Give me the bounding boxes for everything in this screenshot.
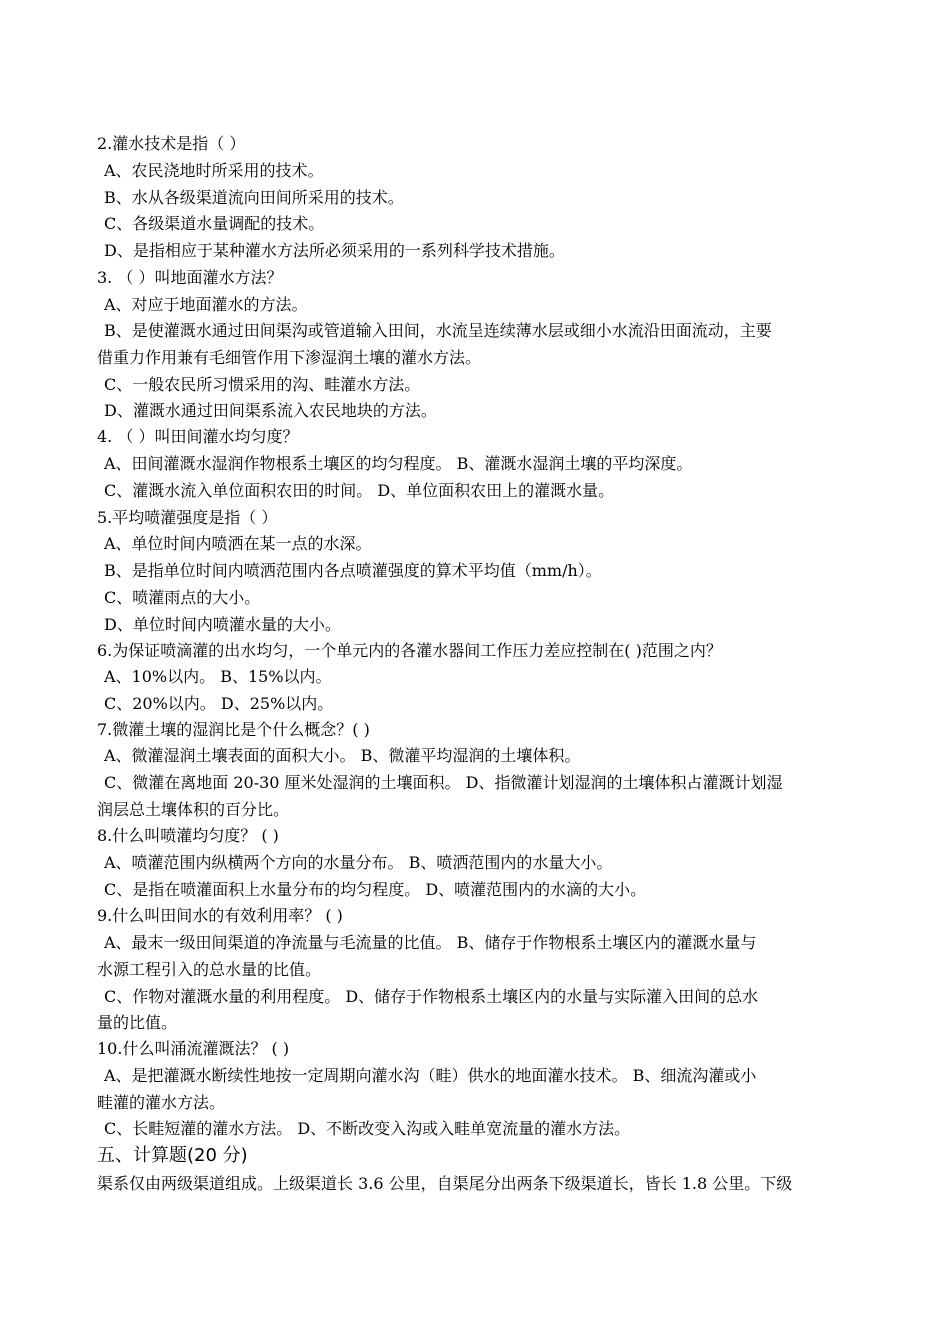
option-line: A、农民浇地时所采用的技术。 <box>104 161 324 180</box>
paragraph-line: 渠系仅由两级渠道组成。上级渠道长 3.6 公里，自渠尾分出两条下级渠道长，皆长 1.8 公里。下级 <box>97 1174 793 1193</box>
option-line: D、是指相应于某种灌水方法所必须采用的一系列科学技术措施。 <box>104 241 565 260</box>
option-line: C、各级渠道水量调配的技术。 <box>104 214 325 233</box>
option-line: D、灌溉水通过田间渠系流入农民地块的方法。 <box>104 401 437 420</box>
continuation-line: 水源工程引入的总水量的比值。 <box>97 960 322 979</box>
option-line: A、10%以内。 B、15%以内。 <box>104 667 332 686</box>
option-line: A、微灌湿润土壤表面的面积大小。 B、微灌平均湿润的土壤体积。 <box>104 746 581 765</box>
question-line: 5.平均喷灌强度是指（ ） <box>97 508 278 527</box>
option-line: A、是把灌溉水断续性地按一定周期向灌水沟（畦）供水的地面灌水技术。 B、细流沟灌或小 <box>104 1066 757 1085</box>
question-line: 9.什么叫田间水的有效利用率？ ( ) <box>97 906 343 925</box>
option-line: C、一般农民所习惯采用的沟、畦灌水方法。 <box>104 375 421 394</box>
option-line: D、单位时间内喷灌水量的大小。 <box>104 615 341 634</box>
option-line: A、单位时间内喷洒在某一点的水深。 <box>104 534 372 553</box>
option-line: C、是指在喷灌面积上水量分布的均匀程度。 D、喷灌范围内的水滴的大小。 <box>104 880 647 899</box>
question-line: 2.灌水技术是指（ ） <box>97 134 246 153</box>
option-line: C、20%以内。 D、25%以内。 <box>104 694 334 713</box>
question-line: 4. （ ）叫田间灌水均匀度？ <box>97 427 299 446</box>
option-line: C、作物对灌溉水量的利用程度。 D、储存于作物根系土壤区内的水量与实际灌入田间的总水 <box>104 987 759 1006</box>
continuation-line: 润层总土壤体积的百分比。 <box>97 800 290 819</box>
continuation-line: 量的比值。 <box>97 1013 178 1032</box>
question-line: 7.微灌土壤的湿润比是个什么概念？( ) <box>97 720 370 739</box>
continuation-line: 借重力作用兼有毛细管作用下渗湿润土壤的灌水方法。 <box>97 348 482 367</box>
option-line: A、田间灌溉水湿润作物根系土壤区的均匀程度。 B、灌溉水湿润土壤的平均深度。 <box>104 454 693 473</box>
option-line: C、微灌在离地面 20-30 厘米处湿润的土壤面积。 D、指微灌计划湿润的土壤体积占灌溉计划湿 <box>104 773 783 792</box>
option-line: C、喷灌雨点的大小。 <box>104 588 261 607</box>
option-line: B、水从各级渠道流向田间所采用的技术。 <box>104 188 404 207</box>
question-line: 10.什么叫涌流灌溉法？ ( ) <box>97 1039 290 1058</box>
option-line: A、最末一级田间渠道的净流量与毛流量的比值。 B、储存于作物根系土壤区内的灌溉水量与 <box>104 933 757 952</box>
option-line: B、是指单位时间内喷洒范围内各点喷灌强度的算术平均值（mm/h）。 <box>104 561 602 580</box>
option-line: A、对应于地面灌水的方法。 <box>104 295 308 314</box>
question-line: 3. （ ）叫地面灌水方法？ <box>97 268 283 287</box>
question-line: 6.为保证喷滴灌的出水均匀，一个单元内的各灌水器间工作压力差应控制在( )范围之内？ <box>97 641 722 660</box>
option-line: A、喷灌范围内纵横两个方向的水量分布。 B、喷洒范围内的水量大小。 <box>104 853 613 872</box>
option-line: C、灌溉水流入单位面积农田的时间。 D、单位面积农田上的灌溉水量。 <box>104 481 615 500</box>
question-line: 8.什么叫喷灌均匀度？ ( ) <box>97 826 279 845</box>
section-heading: 五、计算题(20 分) <box>97 1145 248 1166</box>
continuation-line: 畦灌的灌水方法。 <box>97 1093 226 1112</box>
option-line: B、是使灌溉水通过田间渠沟或管道输入田间，水流呈连续薄水层或细小水流沿田面流动，主要 <box>104 321 772 340</box>
option-line: C、长畦短灌的灌水方法。 D、不断改变入沟或入畦单宽流量的灌水方法。 <box>104 1119 631 1138</box>
